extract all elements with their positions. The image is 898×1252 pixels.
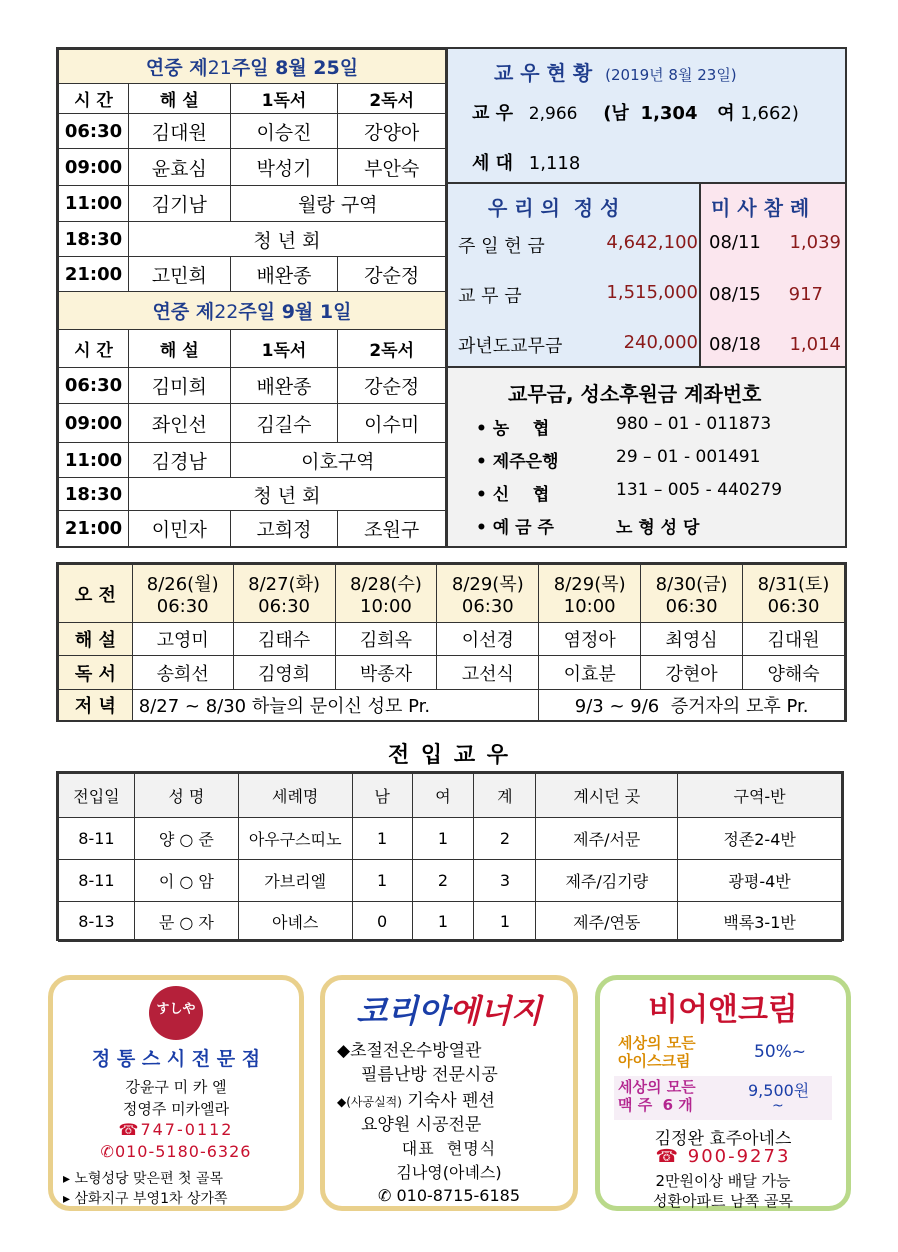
sushi-phone1: ☎747-0112 — [118, 1120, 234, 1139]
week22-title: 연중 제22주일 9월 1일 — [59, 292, 446, 330]
week21-title: 연중 제21주일 8월 25일 — [59, 50, 446, 84]
account-row: • 제주은행 29 – 01 - 001491 — [476, 447, 761, 472]
members-label: 교 우 — [472, 103, 514, 124]
offering-title: 우 리 의 정 성 — [488, 196, 620, 220]
members-count: 2,966 — [528, 104, 578, 124]
beer-title: 비어앤크림 — [648, 992, 798, 1028]
sushi-title: 정 통 스 시 전 문 점 — [91, 1048, 261, 1070]
sushi-logo: すしや — [149, 986, 203, 1040]
ad-korea-energy: 코리아에너지 ◆초절전온수방열관 필름난방 전문시공 ◆(사공실적) 기숙사 펜션 요양원 시공전문 대표 현명식 김나영(아녜스) ✆ 010-8715-6185 — [320, 975, 578, 1211]
mass-title: 미 사 참 례 — [711, 196, 810, 220]
energy-title-a: 코리아 — [356, 992, 449, 1030]
male-count: 1,304 — [640, 103, 698, 124]
table-row: 11:00 김기남 월랑 구역 — [59, 186, 446, 222]
table-row: 독 서 송희선 김영희 박종자 고선식 이효분 강현아 양해숙 — [59, 656, 845, 690]
table-row: 21:00 고민희 배완종 강순정 — [59, 257, 446, 292]
beer-phone: ☎ 900-9273 — [655, 1146, 791, 1167]
offering-row: 주 일 헌 금 4,642,100 — [458, 232, 698, 257]
mass-row: 08/15 917 — [709, 284, 823, 305]
mass-row: 08/11 1,039 — [709, 232, 841, 253]
energy-phone: ✆ 010-8715-6185 — [377, 1186, 520, 1205]
mass-row: 08/18 1,014 — [709, 334, 841, 355]
offering-row: 교 무 금 1,515,000 — [458, 282, 698, 307]
status-date: (2019년 8월 23일) — [605, 66, 737, 84]
table-row: 해 설 고영미 김태수 김희옥 이선경 염정아 최영심 김대원 — [59, 623, 845, 656]
table-row: 8-13 문 ○ 자 아녜스 0 1 1 제주/연동 백록3-1반 — [59, 902, 842, 942]
table-row: 저 녁 8/27 ~ 8/30 하늘의 문이신 성모 Pr. 9/3 ~ 9/6 증거자의 모후 Pr. — [59, 690, 845, 721]
account-row: • 예 금 주 노 형 성 당 — [476, 518, 700, 538]
account-title: 교무금, 성소후원금 계좌번호 — [508, 382, 762, 406]
bank-account-box — [446, 366, 847, 548]
female-count: 1,662) — [740, 103, 799, 124]
mass-attendance-box — [699, 182, 847, 368]
newcomers-table: 전입일 성 명 세례명 남 여 계 계시던 곳 구역-반 8-11 양 ○ 준 아우구스띠노 1 1 2 제주/서문 정존2-4반 8-11 이 ○ 암 가브리엘 1 2 3 제주/김기량 광평-4반 8-13 문 ○ 자 아녜스 0 1 1 제주/연동 백록3-1반 — [56, 771, 844, 941]
account-row: • 신 협 131 – 005 - 440279 — [476, 480, 783, 505]
col-reading1: 1독서 — [230, 84, 338, 114]
table-row: 09:00 윤효심 박성기 부안숙 — [59, 149, 446, 186]
account-row: • 농 협 980 – 01 - 011873 — [476, 414, 772, 439]
sunday-schedule-panel: 연중 제21주일 8월 25일 시 간 해 설 1독서 2독서 06:30 김대원 이승진 강양아 09:00 윤효심 박성기 부안숙 11:00 김기남 월랑 구역 18:30 청 년 회 21:00 고민희 배완종 강순정 연중 제22주일 9월 1일 시 간 해 설 1독서 2독서 06:30 김미희 배완종 강순정 09:00 좌인선 김길수 이수미 11:00 김경남 이호구역 18:30 청 년 회 21:00 이민자 고희정 조원구 — [56, 47, 448, 548]
offering-box — [446, 182, 701, 368]
ad-beer-cream: 비어앤크림 세상의 모든 아이스크림 50%~ 세상의 모든 맥 주 6 개 9,500원 ~ 김정완 효주아네스 ☎ 900-9273 2만원이상 배달 가능 성환아파트 남쪽 골목 — [595, 975, 851, 1211]
table-row: 21:00 이민자 고희정 조원구 — [59, 511, 446, 547]
offering-row: 과년도교무금 240,000 — [458, 332, 698, 357]
table-row: 09:00 좌인선 김길수 이수미 — [59, 404, 446, 443]
weekday-header: 오 전 — [59, 565, 133, 623]
weekday-mass-table: 오 전 8/26(월) 06:30 8/27(화) 06:30 8/28(수) 10:00 8/29(목) 06:30 8/29(목) 10:00 8/30(금) 06:30 8/31(토) 06:30 해 설 고영미 김태수 김희옥 이선경 염정아 최영심 김대원 독 서 송희선 김영희 박종자 고선식 이효분 강현아 양해숙 저 녁 8/27 ~ 8/30 하늘의 문이신 성모 Pr. 9/3 ~ 9/6 증거자의 모후 Pr. — [56, 562, 847, 722]
table-row: 06:30 김대원 이승진 강양아 — [59, 114, 446, 149]
households-label: 세 대 — [472, 153, 514, 174]
sushi-phone2: ✆010-5180-6326 — [100, 1142, 252, 1161]
table-row: 06:30 김미희 배완종 강순정 — [59, 368, 446, 404]
table-row: 18:30 청 년 회 — [59, 222, 446, 257]
energy-title-b: 에너지 — [449, 992, 542, 1030]
table-row: 11:00 김경남 이호구역 — [59, 443, 446, 478]
col-commentary: 해 설 — [128, 84, 230, 114]
table-row: 8-11 이 ○ 암 가브리엘 1 2 3 제주/김기량 광평-4반 — [59, 860, 842, 902]
member-status-box: 교 우 현 황 (2019년 8월 23일) 교 우 2,966 (남 1,304 여 1,662) 세 대 1,118 — [446, 47, 847, 184]
col-reading2: 2독서 — [338, 84, 446, 114]
status-title: 교 우 현 황 — [494, 61, 593, 85]
table-row: 8-11 양 ○ 준 아우구스띠노 1 1 2 제주/서문 정존2-4반 — [59, 818, 842, 860]
ad-sushi: すしや 정 통 스 시 전 문 점 강윤구 미 카 엘 정영주 미카엘라 ☎747-0112 ✆010-5180-6326 ▸ 노형성당 맞은편 첫 골목 ▸ 삼화지구 부영1차 상가쪽 — [48, 975, 304, 1211]
newcomers-title: 전 입 교 우 — [388, 743, 510, 768]
households-count: 1,118 — [528, 153, 581, 174]
col-time: 시 간 — [59, 84, 129, 114]
table-row: 18:30 청 년 회 — [59, 478, 446, 511]
